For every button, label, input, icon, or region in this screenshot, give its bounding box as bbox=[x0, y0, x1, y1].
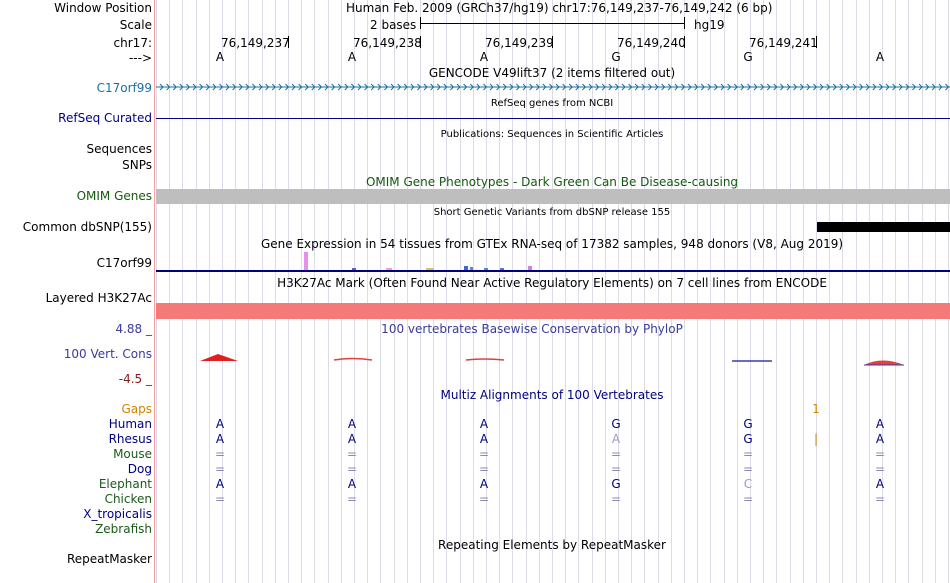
ruler-coordinate: 76,149,239 bbox=[485, 36, 554, 50]
aligned-base: A bbox=[215, 417, 225, 431]
window-position-label: Window Position bbox=[54, 1, 152, 15]
aligned-base: = bbox=[346, 492, 358, 506]
ruler-tick bbox=[684, 36, 685, 48]
aligned-base: A bbox=[347, 432, 357, 446]
window-position-value: Human Feb. 2009 (GRCh37/hg19) chr17:76,149,237-76,149,242 (6 bp) bbox=[346, 1, 773, 15]
gap-marker: | bbox=[813, 432, 819, 446]
gtex-title[interactable]: Gene Expression in 54 tissues from GTEx RNA-seq of 17382 samples, 948 donors (V8, Aug 2019) bbox=[260, 237, 844, 251]
gaps-value: 1 bbox=[812, 402, 820, 416]
omim-title[interactable]: OMIM Gene Phenotypes - Dark Green Can Be Disease-causing bbox=[365, 175, 739, 189]
ruler-coordinate: 76,149,241 bbox=[749, 36, 818, 50]
aligned-base: A bbox=[347, 417, 357, 431]
species-label[interactable]: X_tropicalis bbox=[83, 507, 152, 521]
scale-assembly: hg19 bbox=[694, 18, 725, 32]
aligned-base: A bbox=[611, 432, 621, 446]
aligned-base: G bbox=[611, 477, 621, 491]
aligned-base: = bbox=[214, 462, 226, 476]
aligned-base: A bbox=[875, 477, 885, 491]
reference-base: A bbox=[875, 50, 885, 64]
gaps-label: Gaps bbox=[121, 402, 152, 416]
scale-bar-right bbox=[684, 17, 685, 29]
reference-base: A bbox=[479, 50, 489, 64]
aligned-base: = bbox=[610, 462, 622, 476]
chrom-label: chr17: bbox=[113, 36, 152, 50]
aligned-base: A bbox=[215, 432, 225, 446]
aligned-base: A bbox=[479, 417, 489, 431]
refseq-title[interactable]: RefSeq genes from NCBI bbox=[490, 98, 614, 109]
species-label[interactable]: Dog bbox=[127, 462, 152, 476]
ruler-tick bbox=[420, 36, 421, 48]
h3k27ac-title[interactable]: H3K27Ac Mark (Often Found Near Active Regulatory Elements) on 7 cell lines from ENCODE bbox=[277, 276, 827, 290]
aligned-base: = bbox=[478, 447, 490, 461]
aligned-base: = bbox=[214, 492, 226, 506]
reference-base: G bbox=[611, 50, 621, 64]
repeatmasker-label[interactable]: RepeatMasker bbox=[66, 552, 152, 566]
gencode-gene-track[interactable] bbox=[156, 80, 950, 94]
reference-base: A bbox=[347, 50, 357, 64]
refseq-gene-line[interactable] bbox=[156, 118, 950, 119]
reference-base: G bbox=[743, 50, 753, 64]
aligned-base: C bbox=[743, 477, 753, 491]
aligned-base: = bbox=[346, 462, 358, 476]
label-separator bbox=[154, 0, 155, 583]
repeatmasker-title[interactable]: Repeating Elements by RepeatMasker bbox=[438, 538, 666, 552]
omim-label[interactable]: OMIM Genes bbox=[76, 189, 152, 203]
scale-value: 2 bases bbox=[370, 18, 417, 32]
dbsnp-title[interactable]: Short Genetic Variants from dbSNP release 155 bbox=[433, 207, 671, 218]
phylop-title[interactable]: 100 vertebrates Basewise Conservation by PhyloP bbox=[381, 322, 683, 336]
aligned-base: A bbox=[347, 477, 357, 491]
aligned-base: G bbox=[743, 432, 753, 446]
multiz-title[interactable]: Multiz Alignments of 100 Vertebrates bbox=[440, 388, 664, 402]
aligned-base: A bbox=[875, 432, 885, 446]
gencode-title[interactable]: GENCODE V49lift37 (2 items filtered out) bbox=[428, 66, 676, 80]
publications-sequences-label[interactable]: Sequences bbox=[86, 142, 152, 156]
gencode-gene-label[interactable]: C17orf99 bbox=[96, 81, 152, 95]
omim-gene-bar[interactable] bbox=[156, 189, 950, 204]
aligned-base: = bbox=[610, 492, 622, 506]
aligned-base: A bbox=[479, 432, 489, 446]
gtex-label[interactable]: C17orf99 bbox=[96, 256, 152, 270]
refseq-label[interactable]: RefSeq Curated bbox=[58, 111, 152, 125]
aligned-base: = bbox=[478, 462, 490, 476]
species-label[interactable]: Zebrafish bbox=[95, 522, 152, 536]
publications-title[interactable]: Publications: Sequences in Scientific Articles bbox=[440, 129, 664, 140]
reference-base: A bbox=[215, 50, 225, 64]
aligned-base: = bbox=[742, 492, 754, 506]
aligned-base: = bbox=[610, 447, 622, 461]
h3k27ac-signal[interactable] bbox=[156, 303, 950, 319]
aligned-base: A bbox=[875, 417, 885, 431]
dbsnp-variant-bar[interactable] bbox=[817, 222, 950, 232]
ruler-coordinate: 76,149,240 bbox=[617, 36, 686, 50]
aligned-base: G bbox=[743, 417, 753, 431]
ruler-tick bbox=[552, 36, 553, 48]
ruler-coordinate: 76,149,238 bbox=[353, 36, 422, 50]
aligned-base: A bbox=[215, 477, 225, 491]
snps-label[interactable]: SNPs bbox=[122, 158, 152, 172]
phylop-conservation-track[interactable] bbox=[156, 348, 950, 370]
phylop-max: 4.88 _ bbox=[115, 322, 152, 336]
strand-label: ---> bbox=[128, 51, 152, 65]
dbsnp-label[interactable]: Common dbSNP(155) bbox=[22, 220, 152, 234]
aligned-base: = bbox=[742, 462, 754, 476]
aligned-base: = bbox=[874, 462, 886, 476]
aligned-base: = bbox=[874, 447, 886, 461]
aligned-base: = bbox=[346, 447, 358, 461]
aligned-base: = bbox=[874, 492, 886, 506]
species-label[interactable]: Human bbox=[108, 417, 152, 431]
species-label[interactable]: Elephant bbox=[98, 477, 152, 491]
ruler-tick bbox=[288, 36, 289, 48]
aligned-base: = bbox=[478, 492, 490, 506]
species-label[interactable]: Rhesus bbox=[108, 432, 152, 446]
ruler-tick bbox=[816, 36, 817, 48]
species-label[interactable]: Mouse bbox=[113, 447, 152, 461]
species-label[interactable]: Chicken bbox=[104, 492, 152, 506]
ruler-coordinate: 76,149,237 bbox=[221, 36, 290, 50]
scale-bar bbox=[420, 23, 684, 24]
aligned-base: G bbox=[611, 417, 621, 431]
aligned-base: = bbox=[214, 447, 226, 461]
phylop-min: -4.5 _ bbox=[118, 372, 152, 386]
gtex-expression-track[interactable] bbox=[156, 250, 950, 274]
aligned-base: A bbox=[479, 477, 489, 491]
h3k27ac-label[interactable]: Layered H3K27Ac bbox=[45, 291, 152, 305]
aligned-base: = bbox=[742, 447, 754, 461]
phylop-label[interactable]: 100 Vert. Cons bbox=[63, 347, 152, 361]
scale-label: Scale bbox=[119, 18, 152, 32]
